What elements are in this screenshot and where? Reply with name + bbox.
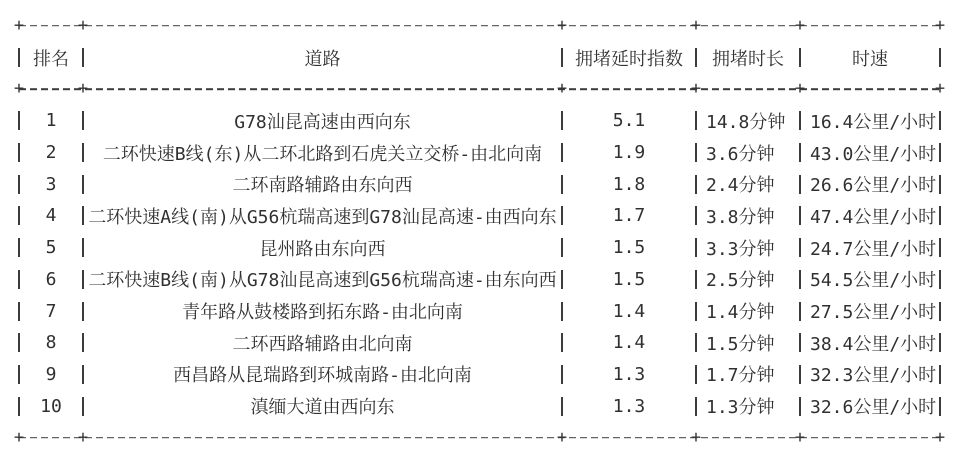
speed-cell: 32.3公里/小时 [810, 365, 937, 387]
road-cell: 西昌路从昆瑞路到环城南路-由北向南 [173, 365, 472, 387]
plus-icon [78, 429, 88, 446]
column-separator [939, 270, 941, 289]
table-row [0, 327, 959, 359]
column-separator [939, 397, 941, 416]
column-separator [939, 302, 941, 321]
header-cell-delay-index: 拥堵延时指数 [575, 48, 683, 70]
rank-cell: 10 [40, 395, 62, 417]
speed-cell: 43.0公里/小时 [810, 143, 937, 165]
rank-cell: 1 [45, 110, 57, 132]
plus-icon [14, 429, 24, 446]
plus-icon [795, 429, 805, 446]
header-row [0, 42, 959, 74]
rank-cell: 6 [45, 268, 57, 290]
column-separator [939, 143, 941, 162]
table-row [0, 200, 959, 232]
column-separator [939, 111, 941, 130]
column-separator [939, 206, 941, 225]
road-cell: 二环快速B线(南)从G78汕昆高速到G56杭瑞高速-由东向西 [88, 270, 557, 292]
plus-icon [691, 81, 701, 98]
plus-icon [795, 81, 805, 98]
duration-cell: 14.8分钟 [706, 111, 786, 133]
rank-cell: 5 [45, 237, 57, 259]
delay-index-cell: 1.5 [612, 268, 646, 290]
road-cell: 二环快速A线(南)从G56杭瑞高速到G78汕昆高速-由西向东 [88, 206, 557, 228]
table-row [0, 137, 959, 169]
rank-cell: 2 [45, 142, 57, 164]
plus-icon [557, 81, 567, 98]
rank-cell: 9 [45, 363, 57, 385]
delay-index-cell: 1.9 [612, 142, 646, 164]
column-separator [939, 238, 941, 257]
rank-cell: 3 [45, 173, 57, 195]
duration-cell: 1.4分钟 [706, 302, 775, 324]
plus-icon [78, 81, 88, 98]
plus-icon [557, 429, 567, 446]
delay-index-cell: 1.4 [612, 332, 646, 354]
delay-index-cell: 1.5 [612, 237, 646, 259]
duration-cell: 1.7分钟 [706, 365, 775, 387]
speed-cell: 38.4公里/小时 [810, 333, 937, 355]
plus-icon [691, 17, 701, 34]
delay-index-cell: 1.3 [612, 395, 646, 417]
duration-cell: 1.5分钟 [706, 333, 775, 355]
road-cell: G78汕昆高速由西向东 [234, 111, 411, 133]
table-row [0, 390, 959, 422]
road-cell: 二环西路辅路由北向南 [232, 333, 413, 355]
plus-icon [935, 429, 945, 446]
header-cell-rank: 排名 [33, 48, 69, 70]
plus-icon [557, 17, 567, 34]
table-row [0, 105, 959, 137]
plus-icon [78, 17, 88, 34]
table-row [0, 232, 959, 264]
road-cell: 二环南路辅路由东向西 [232, 175, 413, 197]
road-cell: 昆州路由东向西 [259, 238, 386, 260]
table-border-line [0, 10, 959, 42]
plus-icon [795, 17, 805, 34]
speed-cell: 26.6公里/小时 [810, 175, 937, 197]
rank-cell: 8 [45, 332, 57, 354]
table-border-line [0, 422, 959, 454]
speed-cell: 32.6公里/小时 [810, 397, 937, 419]
duration-cell: 3.6分钟 [706, 143, 775, 165]
table-row [0, 359, 959, 391]
column-separator [939, 333, 941, 352]
speed-cell: 54.5公里/小时 [810, 270, 937, 292]
delay-index-cell: 1.3 [612, 363, 646, 385]
plus-icon [14, 81, 24, 98]
rank-cell: 4 [45, 205, 57, 227]
table-row [0, 264, 959, 296]
duration-cell: 1.3分钟 [706, 397, 775, 419]
plus-icon [935, 81, 945, 98]
duration-cell: 2.4分钟 [706, 175, 775, 197]
duration-cell: 2.5分钟 [706, 270, 775, 292]
header-cell-duration: 拥堵时长 [712, 48, 784, 70]
speed-cell: 27.5公里/小时 [810, 302, 937, 324]
column-separator [939, 175, 941, 194]
table-border-line [0, 73, 959, 105]
speed-cell: 16.4公里/小时 [810, 111, 937, 133]
speed-cell: 47.4公里/小时 [810, 206, 937, 228]
header-cell-road: 道路 [304, 48, 341, 70]
column-separator [939, 365, 941, 384]
speed-cell: 24.7公里/小时 [810, 238, 937, 260]
road-cell: 滇缅大道由西向东 [250, 397, 395, 419]
road-cell: 青年路从鼓楼路到拓东路-由北向南 [182, 302, 463, 324]
plus-icon [14, 17, 24, 34]
plus-icon [935, 17, 945, 34]
plus-icon [691, 429, 701, 446]
rank-cell: 7 [45, 300, 57, 322]
delay-index-cell: 1.7 [612, 205, 646, 227]
table-row [0, 295, 959, 327]
table-row [0, 168, 959, 200]
delay-index-cell: 1.8 [612, 173, 646, 195]
duration-cell: 3.8分钟 [706, 206, 775, 228]
delay-index-cell: 5.1 [612, 110, 646, 132]
header-cell-speed: 时速 [852, 48, 888, 70]
column-separator [939, 48, 941, 67]
delay-index-cell: 1.4 [612, 300, 646, 322]
duration-cell: 3.3分钟 [706, 238, 775, 260]
road-cell: 二环快速B线(东)从二环北路到石虎关立交桥-由北向南 [102, 143, 543, 165]
